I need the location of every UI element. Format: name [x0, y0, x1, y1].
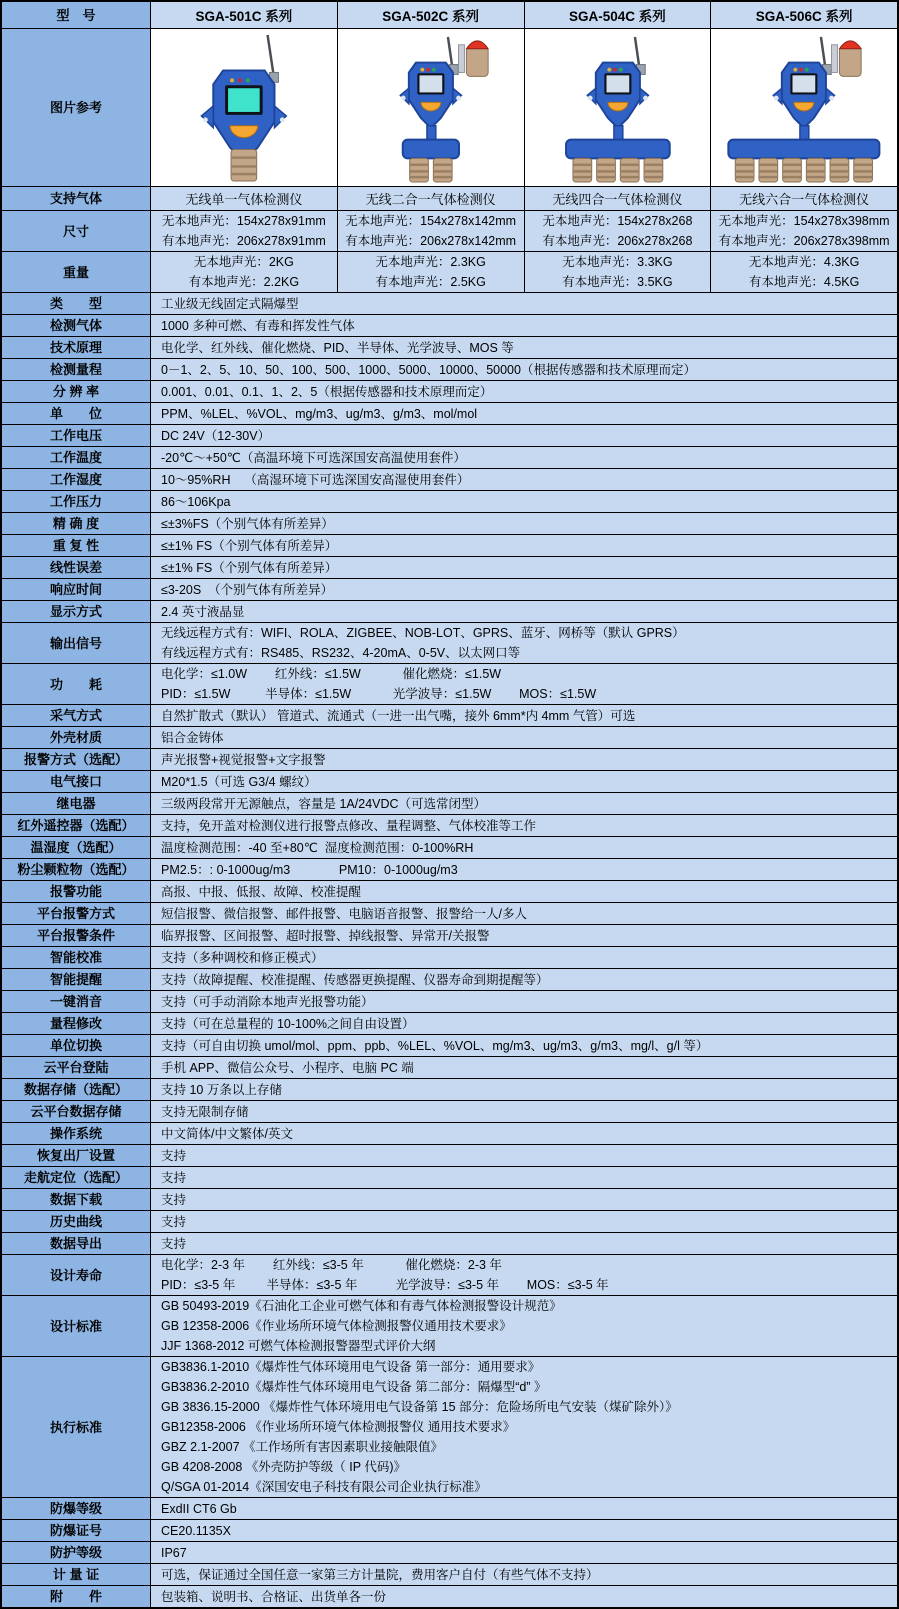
- spec-row: [2, 579, 897, 601]
- spec-row-label: 粉尘颗粒物（选配）: [2, 859, 150, 880]
- spec-row-value: [150, 837, 897, 858]
- spec-value-line: 支持（可在总量程的 10-100%之间自由设置）: [161, 1016, 415, 1031]
- spec-row-value: [150, 1564, 897, 1585]
- spec-value-line: Q/SGA 01-2014《深国安电子科技有限公司企业执行标准》: [161, 1480, 487, 1494]
- spec-value-line: ≤±3%FS（个别气体有所差异）: [161, 516, 334, 531]
- spec-row-label: 响应时间: [2, 579, 150, 600]
- spec-row-label: 工作电压: [2, 425, 150, 446]
- support-gas-row: [2, 187, 897, 211]
- dimensions-row: [2, 211, 897, 252]
- spec-row-value: [150, 925, 897, 946]
- spec-value-line: PPM、%LEL、%VOL、mg/m3、ug/m3、g/m3、mol/mol: [161, 406, 478, 421]
- spec-value-line: 自然扩散式（默认） 管道式、流通式（一进一出气嘴，接外 6mm*内 4mm 气管）可选: [161, 708, 636, 723]
- spec-row: [2, 623, 897, 664]
- spec-value-line: CE20.1135X: [161, 1523, 231, 1538]
- spec-row-label: 工作湿度: [2, 469, 150, 490]
- dimensions-value: [337, 211, 524, 251]
- spec-row: [2, 1255, 897, 1296]
- spec-value-line: 高报、中报、低报、故障、校准提醒: [161, 884, 362, 899]
- spec-row-label: 工作温度: [2, 447, 150, 468]
- spec-row-label: 走航定位（选配）: [2, 1167, 150, 1188]
- spec-value-line: 2.4 英寸液晶显: [161, 604, 245, 619]
- weight-line: 无本地声光：2.3KG: [375, 255, 486, 269]
- spec-row-value: [150, 1520, 897, 1541]
- spec-value-line: GB3836.1-2010《爆炸性气体环境用电气设备 第一部分：通用要求》: [161, 1360, 541, 1374]
- row-label-support-gas: 支持气体: [2, 187, 150, 210]
- spec-row-value: [150, 859, 897, 880]
- spec-row: [2, 535, 897, 557]
- header-row: [2, 2, 897, 29]
- spec-row-value: [150, 425, 897, 446]
- spec-value-line: 支持 10 万条以上存储: [161, 1082, 282, 1097]
- spec-row: [2, 727, 897, 749]
- spec-row-value: [150, 815, 897, 836]
- weight-line: 无本地声光：3.3KG: [562, 255, 673, 269]
- spec-row-value: [150, 601, 897, 622]
- spec-row: [2, 1357, 897, 1498]
- spec-value-line: GB 12358-2006《作业场所环境气体检测报警仪通用技术要求》: [161, 1319, 512, 1333]
- spec-value-line: GB 50493-2019《石油化工企业可燃气体和有毒气体检测报警设计规范》: [161, 1299, 562, 1313]
- spec-row-value: [150, 969, 897, 990]
- spec-row-value: [150, 447, 897, 468]
- spec-row: [2, 359, 897, 381]
- spec-row-value: [150, 881, 897, 902]
- spec-row-label: 采气方式: [2, 705, 150, 726]
- spec-value-line: IP67: [161, 1545, 187, 1560]
- dimension-line: 有本地声光：206x278x268: [542, 234, 693, 248]
- spec-row-value: [150, 903, 897, 924]
- spec-row-value: [150, 1357, 897, 1497]
- weight-line: 无本地声光：4.3KG: [748, 255, 860, 269]
- spec-value-line: 支持（多种调校和修正模式）: [161, 950, 324, 965]
- spec-row-label: 云平台数据存储: [2, 1101, 150, 1122]
- spec-row: [2, 837, 897, 859]
- model-name-sga-504c: SGA-504C 系列: [524, 2, 711, 28]
- spec-row: [2, 793, 897, 815]
- dimension-line: 无本地声光：154x278x268: [542, 214, 693, 228]
- spec-value-line: 支持，免开盖对检测仪进行报警点修改、量程调整、气体校准等工作: [161, 818, 537, 833]
- spec-value-line: 无线远程方式有：WIFI、ROLA、ZIGBEE、NOB-LOT、GPRS、蓝牙、网桥等（默认 GPRS）: [161, 626, 685, 640]
- support-gas-value: 无线六合一气体检测仪: [710, 187, 897, 210]
- spec-row-label: 量程修改: [2, 1013, 150, 1034]
- support-gas-value: 无线单一气体检测仪: [150, 187, 337, 210]
- dimension-line: 有本地声光：206x278x398mm: [718, 234, 890, 248]
- spec-value-line: PID：≤3-5 年 半导体：≤3-5 年 光学波导：≤3-5 年 MOS：≤3-5 年: [161, 1278, 609, 1292]
- spec-value-line: 有线远程方式有：RS485、RS232、4-20mA、0-5V、以太网口等: [161, 646, 521, 660]
- spec-row: [2, 513, 897, 535]
- weight-line: 有本地声光：2.2KG: [188, 275, 300, 289]
- spec-row-label: 附 件: [2, 1586, 150, 1607]
- spec-row: [2, 315, 897, 337]
- spec-row-label: 智能提醒: [2, 969, 150, 990]
- dimensions-value: [524, 211, 711, 251]
- spec-row: [2, 447, 897, 469]
- spec-value-line: 支持: [161, 1236, 187, 1251]
- spec-value-line: 1000 多种可燃、有毒和挥发性气体: [161, 318, 355, 333]
- spec-row-value: [150, 1233, 897, 1254]
- weight-line: 有本地声光：3.5KG: [562, 275, 673, 289]
- spec-row-value: [150, 1057, 897, 1078]
- dimension-line: 无本地声光：154x278x91mm: [161, 214, 326, 228]
- spec-row-value: [150, 727, 897, 748]
- spec-row-value: [150, 513, 897, 534]
- dimension-line: 有本地声光：206x278x91mm: [161, 234, 326, 248]
- weight-row: [2, 252, 897, 293]
- spec-row-label: 继电器: [2, 793, 150, 814]
- spec-value-line: 三级两段常开无源触点，容量是 1A/24VDC（可选常闭型）: [161, 796, 487, 811]
- spec-row-label: 平台报警方式: [2, 903, 150, 924]
- dimension-line: 无本地声光：154x278x398mm: [718, 214, 890, 228]
- spec-row-label: 执行标准: [2, 1357, 150, 1497]
- weight-line: 有本地声光：4.5KG: [748, 275, 860, 289]
- spec-value-line: DC 24V（12-30V）: [161, 428, 271, 443]
- spec-value-line: 临界报警、区间报警、超时报警、掉线报警、异常开/关报警: [161, 928, 490, 943]
- header-label-model: 型 号: [2, 2, 150, 28]
- spec-value-line: 支持（故障提醒、校准提醒、传感器更换提醒、仪器寿命到期提醒等）: [161, 972, 549, 987]
- spec-value-line: 电化学、红外线、催化燃烧、PID、半导体、光学波导、MOS 等: [161, 340, 514, 355]
- spec-row-label: 设计标准: [2, 1296, 150, 1356]
- spec-row-value: [150, 1498, 897, 1519]
- spec-value-line: JJF 1368-2012 可燃气体检测报警器型式评价大纲: [161, 1339, 436, 1353]
- spec-row: [2, 1079, 897, 1101]
- spec-row: [2, 1564, 897, 1586]
- spec-row: [2, 1542, 897, 1564]
- spec-value-line: 温度检测范围：-40 至+80℃ 湿度检测范围：0-100%RH: [161, 840, 474, 855]
- spec-row-value: [150, 1123, 897, 1144]
- spec-row-label: 防护等级: [2, 1542, 150, 1563]
- spec-row-label: 单位切换: [2, 1035, 150, 1056]
- spec-row-value: [150, 1101, 897, 1122]
- spec-row-label: 分 辨 率: [2, 381, 150, 402]
- spec-value-line: ≤±1% FS（个别气体有所差异）: [161, 560, 338, 575]
- spec-value-line: 0－1、2、5、10、50、100、500、1000、5000、10000、50000（根据传感器和技术原理而定）: [161, 362, 696, 377]
- spec-row: [2, 969, 897, 991]
- spec-row: [2, 1520, 897, 1542]
- spec-row-value: [150, 947, 897, 968]
- gas-detector-illustration: [338, 29, 524, 185]
- product-image-sga-504c: [524, 29, 711, 186]
- spec-value-line: 中文简体/中文繁体/英文: [161, 1126, 293, 1141]
- weight-value: [710, 252, 897, 292]
- dimension-line: 有本地声光：206x278x142mm: [345, 234, 517, 248]
- spec-row: [2, 601, 897, 623]
- weight-line: 有本地声光：2.5KG: [375, 275, 486, 289]
- spec-row-label: 恢复出厂设置: [2, 1145, 150, 1166]
- spec-row: [2, 947, 897, 969]
- spec-row: [2, 1167, 897, 1189]
- dimension-line: 无本地声光：154x278x142mm: [345, 214, 517, 228]
- spec-row-value: [150, 991, 897, 1012]
- spec-value-line: GBZ 2.1-2007 《工作场所有害因素职业接触限值》: [161, 1440, 443, 1454]
- spec-row: [2, 815, 897, 837]
- row-label-dimensions: 尺寸: [2, 211, 150, 251]
- spec-row-value: [150, 293, 897, 314]
- spec-row-label: 红外遥控器（选配）: [2, 815, 150, 836]
- spec-row-label: 操作系统: [2, 1123, 150, 1144]
- support-gas-value: 无线二合一气体检测仪: [337, 187, 524, 210]
- spec-row-value: [150, 1079, 897, 1100]
- spec-value-line: 支持: [161, 1170, 187, 1185]
- spec-row-value: [150, 705, 897, 726]
- spec-row-label: 历史曲线: [2, 1211, 150, 1232]
- spec-row-label: 显示方式: [2, 601, 150, 622]
- spec-value-line: 支持（可手动消除本地声光报警功能）: [161, 994, 374, 1009]
- spec-row: [2, 925, 897, 947]
- support-gas-value: 无线四合一气体检测仪: [524, 187, 711, 210]
- spec-row: [2, 1123, 897, 1145]
- gas-detector-illustration: [525, 29, 711, 185]
- spec-row: [2, 1189, 897, 1211]
- spec-value-line: -20℃～+50℃（高温环境下可选深国安高温使用套件）: [161, 450, 466, 465]
- spec-row-label: 类 型: [2, 293, 150, 314]
- spec-row: [2, 1296, 897, 1357]
- spec-row: [2, 1145, 897, 1167]
- spec-row-value: [150, 337, 897, 358]
- row-label-images: 图片参考: [2, 29, 150, 186]
- spec-row-value: [150, 1013, 897, 1034]
- spec-value-line: 支持无限制存储: [161, 1104, 249, 1119]
- spec-row-value: [150, 469, 897, 490]
- spec-row: [2, 381, 897, 403]
- spec-value-line: PID：≤1.5W 半导体：≤1.5W 光学波导：≤1.5W MOS：≤1.5W: [161, 687, 597, 701]
- spec-row: [2, 771, 897, 793]
- spec-row-label: 防爆等级: [2, 1498, 150, 1519]
- row-label-weight: 重量: [2, 252, 150, 292]
- spec-row-value: [150, 1167, 897, 1188]
- spec-row-value: [150, 623, 897, 663]
- spec-row: [2, 1211, 897, 1233]
- spec-row-label: 一键消音: [2, 991, 150, 1012]
- spec-row-label: 云平台登陆: [2, 1057, 150, 1078]
- spec-row-label: 输出信号: [2, 623, 150, 663]
- spec-row-value: [150, 491, 897, 512]
- spec-row-label: 报警功能: [2, 881, 150, 902]
- spec-value-line: ≤3-20S （个别气体有所差异）: [161, 582, 334, 597]
- spec-value-line: 工业级无线固定式隔爆型: [161, 296, 299, 311]
- spec-value-line: 可选，保证通过全国任意一家第三方计量院，费用客户自付（有些气体不支持）: [161, 1567, 599, 1582]
- spec-value-line: 电化学：≤1.0W 红外线：≤1.5W 催化燃烧：≤1.5W: [161, 667, 502, 681]
- spec-value-line: 电化学：2-3 年 红外线：≤3-5 年 催化燃烧：2-3 年: [161, 1258, 502, 1272]
- spec-row: [2, 749, 897, 771]
- spec-row-label: 智能校准: [2, 947, 150, 968]
- spec-row: [2, 903, 897, 925]
- spec-row: [2, 1035, 897, 1057]
- spec-value-line: 支持: [161, 1214, 187, 1229]
- spec-row-value: [150, 749, 897, 770]
- spec-value-line: M20*1.5（可选 G3/4 螺纹）: [161, 774, 317, 789]
- spec-value-line: GB 4208-2008 《外壳防护等级（ IP 代码)》: [161, 1460, 406, 1474]
- spec-row: [2, 557, 897, 579]
- spec-value-line: 86～106Kpa: [161, 494, 231, 509]
- spec-row: [2, 293, 897, 315]
- spec-row-label: 精 确 度: [2, 513, 150, 534]
- spec-value-line: 支持: [161, 1148, 187, 1163]
- spec-row-value: [150, 1255, 897, 1295]
- spec-row-value: [150, 579, 897, 600]
- weight-value: [337, 252, 524, 292]
- spec-row-value: [150, 793, 897, 814]
- spec-value-line: 短信报警、微信报警、邮件报警、电脑语音报警、报警给一人/多人: [161, 906, 527, 921]
- spec-value-line: ≤±1% FS（个别气体有所差异）: [161, 538, 338, 553]
- spec-row-value: [150, 1145, 897, 1166]
- dimensions-value: [710, 211, 897, 251]
- spec-row-label: 线性误差: [2, 557, 150, 578]
- spec-row-label: 数据下载: [2, 1189, 150, 1210]
- spec-row-label: 防爆证号: [2, 1520, 150, 1541]
- spec-value-line: 支持: [161, 1192, 187, 1207]
- spec-row: [2, 403, 897, 425]
- spec-value-line: 手机 APP、微信公众号、小程序、电脑 PC 端: [161, 1060, 414, 1075]
- spec-row-value: [150, 535, 897, 556]
- spec-row: [2, 469, 897, 491]
- spec-value-line: 铝合金铸体: [161, 730, 224, 745]
- spec-row: [2, 1057, 897, 1079]
- spec-rows-container: [2, 293, 897, 1607]
- weight-value: [524, 252, 711, 292]
- spec-row: [2, 1013, 897, 1035]
- spec-value-line: ExdII CT6 Gb: [161, 1501, 237, 1516]
- spec-row-label: 检测量程: [2, 359, 150, 380]
- weight-line: 无本地声光：2KG: [193, 255, 294, 269]
- spec-row-label: 重 复 性: [2, 535, 150, 556]
- spec-row-value: [150, 403, 897, 424]
- spec-row-label: 设计寿命: [2, 1255, 150, 1295]
- model-name-sga-506c: SGA-506C 系列: [710, 2, 897, 28]
- spec-value-line: GB12358-2006 《作业场所环境气体检测报警仪 通用技术要求》: [161, 1420, 516, 1434]
- spec-value-line: 包装箱、说明书、合格证、出货单各一份: [161, 1589, 387, 1604]
- spec-row-label: 平台报警条件: [2, 925, 150, 946]
- spec-row: [2, 1101, 897, 1123]
- spec-value-line: 0.001、0.01、0.1、1、2、5（根据传感器和技术原理而定）: [161, 384, 493, 399]
- spec-row: [2, 664, 897, 705]
- spec-row-label: 计 量 证: [2, 1564, 150, 1585]
- spec-row: [2, 1233, 897, 1255]
- spec-value-line: 10～95%RH （高湿环境下可选深国安高湿使用套件）: [161, 472, 470, 487]
- spec-row-label: 电气接口: [2, 771, 150, 792]
- spec-row: [2, 705, 897, 727]
- spec-row-value: [150, 315, 897, 336]
- gas-detector-illustration: [711, 29, 897, 185]
- spec-value-line: PM2.5：: 0-1000ug/m3 PM10：0-1000ug/m3: [161, 862, 458, 877]
- spec-row-label: 温湿度（选配）: [2, 837, 150, 858]
- spec-row: [2, 491, 897, 513]
- spec-row: [2, 991, 897, 1013]
- spec-row: [2, 881, 897, 903]
- spec-row: [2, 425, 897, 447]
- spec-value-line: 支持（可自由切换 umol/mol、ppm、ppb、%LEL、%VOL、mg/m3、ug/m3、g/m3、mg/l、g/l 等）: [161, 1038, 709, 1053]
- spec-row-value: [150, 664, 897, 704]
- product-image-sga-506c: [710, 29, 897, 186]
- spec-row: [2, 1498, 897, 1520]
- spec-value-line: GB3836.2-2010《爆炸性气体环境用电气设备 第二部分：隔爆型“d” 》: [161, 1380, 547, 1394]
- spec-row-label: 功 耗: [2, 664, 150, 704]
- spec-row-value: [150, 381, 897, 402]
- spec-row-value: [150, 359, 897, 380]
- model-name-sga-501c: SGA-501C 系列: [150, 2, 337, 28]
- dimensions-value: [150, 211, 337, 251]
- spec-value-line: GB 3836.15-2000 《爆炸性气体环境用电气设备第 15 部分：危险场所电气安装（煤矿除外）》: [161, 1400, 678, 1414]
- spec-row-value: [150, 1211, 897, 1232]
- spec-row-label: 单 位: [2, 403, 150, 424]
- spec-row-value: [150, 1035, 897, 1056]
- weight-value: [150, 252, 337, 292]
- spec-row-label: 外壳材质: [2, 727, 150, 748]
- spec-row-label: 数据导出: [2, 1233, 150, 1254]
- spec-row: [2, 337, 897, 359]
- spec-row-label: 检测气体: [2, 315, 150, 336]
- product-image-sga-501c: [150, 29, 337, 186]
- spec-row-value: [150, 1296, 897, 1356]
- spec-row-label: 报警方式（选配）: [2, 749, 150, 770]
- spec-row-value: [150, 1542, 897, 1563]
- gas-detector-illustration: [151, 29, 337, 185]
- spec-row-value: [150, 557, 897, 578]
- spec-row-value: [150, 1189, 897, 1210]
- image-row: [2, 29, 897, 187]
- spec-row-label: 工作压力: [2, 491, 150, 512]
- spec-row-value: [150, 771, 897, 792]
- spec-row: [2, 859, 897, 881]
- product-image-sga-502c: [337, 29, 524, 186]
- spec-row-label: 数据存储（选配）: [2, 1079, 150, 1100]
- model-name-sga-502c: SGA-502C 系列: [337, 2, 524, 28]
- spec-row-label: 技术原理: [2, 337, 150, 358]
- spec-value-line: 声光报警+视觉报警+文字报警: [161, 752, 326, 767]
